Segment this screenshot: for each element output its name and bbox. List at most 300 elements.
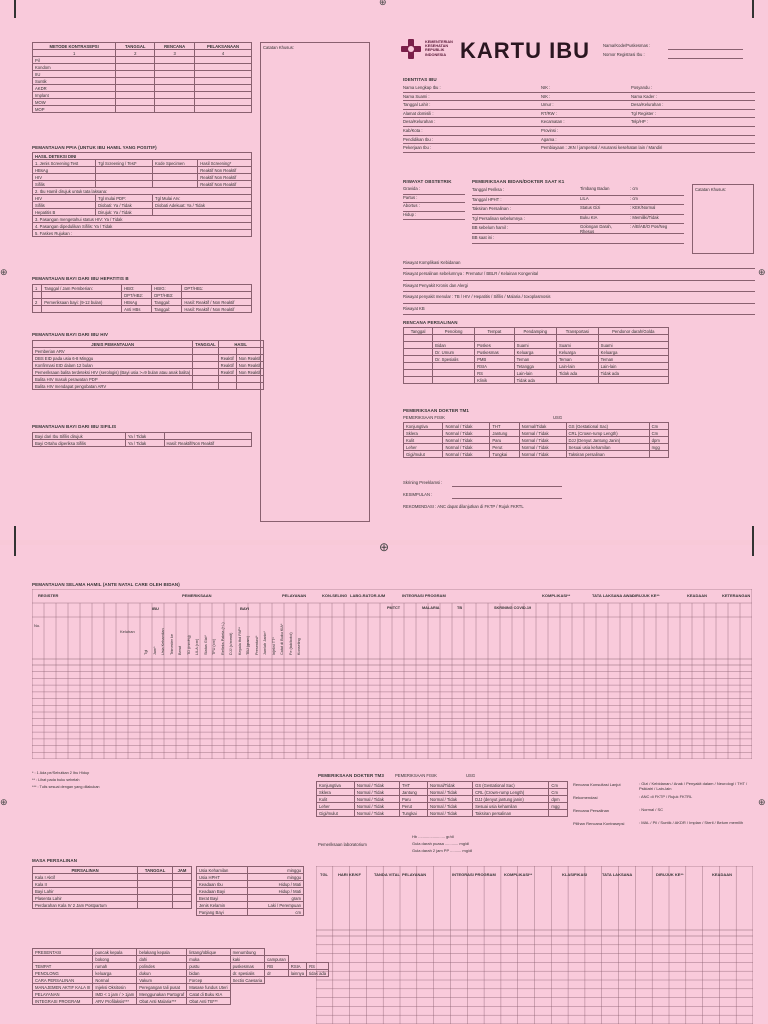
tm1-cell: Jantung [490,430,519,437]
table-row [33,85,252,92]
hiv-result: Reaktif [218,369,236,376]
persalinan-option: Obat Anti Malaria*** [137,998,187,1005]
tm1-cell: Normal / Tidak [443,430,490,437]
table-row [33,956,329,963]
table-cell [173,895,192,902]
tm3-table [316,781,568,817]
col-header: Transportasi [556,328,598,335]
legend-item: ** : Lihat pada buku sebelah [32,778,80,782]
table-cell [138,902,173,909]
hiv-result: Reaktif [218,355,236,362]
persalinan-label: Kala II [33,881,138,888]
persalinan-bottom-label: MANAJEMEN AKTIF KALA III [33,984,93,991]
hiv-result: Reaktif [218,362,236,369]
identitas-label: Desa/Kelurahan : [403,119,436,125]
table-row [197,888,304,895]
table-row [33,902,192,909]
persalinan-option: Masase fundus Uteri [187,984,230,991]
ppia-cell [153,209,252,216]
persalinan-right-label: Usia HPHT [197,874,248,881]
anc-col-header: Kepala thd PAP* [237,626,242,655]
anc-title: PEMANTAUAN SELAMA HAMIL (ANTE NATAL CARE OLEH BIDAN) [32,582,180,587]
table-row [33,369,264,376]
tm3-cell: Taksiran persalinan [473,810,549,817]
kode-label: Nama/Kode/Puskesmas : [603,43,651,48]
bidan-row [472,196,684,206]
tm3-cell: Konjungtiva [317,782,355,789]
rencana-cell: RS [475,370,515,377]
tm3-usg-label: USG [466,773,476,778]
ppia-question: 3. Pasangan mengetahui status HIV: Ya / Tidak [33,216,252,223]
tm3-cell: DJJ (denyut jantung janin) [473,796,549,803]
lab-label: Pemeriksaan laboratorium [318,842,367,847]
hiv-result: Non Reaktif [236,362,263,369]
rencana-cell [514,335,556,342]
tm3-rencana-text: Pilihan Rencana Kontrasepsi [573,821,625,826]
identitas-label: Posyandu : [631,85,652,90]
hiv-result [236,376,263,383]
rencana-cell: Keluarga [514,349,556,356]
rencana-cell: Keluarga [598,349,668,356]
table-cell [116,106,155,113]
identitas-label: Nama Kader : [631,93,657,99]
crop-mark [14,526,16,556]
anc-group-header: PELAYANAN [282,593,307,598]
bidan-label: BB sebelum hamil : [472,225,509,231]
bidan-label: Timbang Badan [580,186,610,191]
table-row [33,299,252,306]
registration-mark-icon: ⊕ [0,267,8,277]
col-header: Penolong [433,328,475,335]
ppia-table [32,152,252,237]
tm3-cell: Normal / Tidak [428,803,473,810]
persalinan-right-value: Hidup / Mati [247,881,303,888]
persalinan-option: polindes [137,963,187,970]
tm3-cell: Leher [317,803,355,810]
tm1-cell: Konjungtiva [404,423,443,430]
rencana-cell: Teman [514,356,556,363]
hiv-item: DBS EID pada usia 6-8 Minggu [33,355,193,362]
identitas-label: Pendidikan Ibu : [403,136,434,142]
persalinan-option: puncak kepala [93,949,137,956]
persalinan-option: belakang kepala [137,949,187,956]
persalinan-option: menumbung [230,949,265,956]
rencana-cell: PMB [475,356,515,363]
table-row [33,376,264,383]
table-row [404,377,669,384]
bidan-label: Status Gizi [580,205,601,211]
table-cell [96,181,153,188]
hep-cell: Pemeriksaan bayi: (9-12 bulan) [42,299,122,306]
bayi-hep-title: PEMANTAUAN BAYI DARI IBU HEPATITIS B [32,276,129,281]
table-row [33,433,252,440]
persalinan-bottom-label: INTEGRASI PROGRAM [33,998,93,1005]
legend [32,771,172,792]
rencana-cell: Teman [556,356,598,363]
identitas-row [403,127,755,136]
persalinan-right-value: cm [247,909,303,916]
persalinan-right-label: Berat Bayi [197,895,248,902]
persalinan-option: RSIA [288,963,306,970]
tm1-cell: Taksiran persalinan [566,451,649,458]
persalinan-right-value: Laki / Perempuan [247,902,303,909]
riwayat-row: Hidup : [403,212,465,221]
garuda-logo-icon [400,38,422,65]
rencana-cell: Lain-lain [514,370,556,377]
persalinan-option: kaki [230,956,265,963]
table-cell [116,71,155,78]
tm1-cell: THT [490,423,519,430]
tm1-cell: Normal / Tidak [443,451,490,458]
ppia-cell: Hepatitis B [33,209,96,216]
tm3-rencana-text: : MAL / Pil / Suntik / AKDR / Implan / Steril / Belum memilih [639,820,744,825]
identitas-label: Agama : [541,136,557,142]
persalinan-option: muka [187,956,230,963]
registration-mark-icon: ⊕ [379,540,390,554]
tm3-cell: mgg [549,803,568,810]
rencana-cell: Dr. Spesialis [433,356,475,363]
col-header: TANGGAL [193,341,218,348]
ppia-title: PEMANTAUAN PPIA (UNTUK IBU HAMIL YANG POSITIF) [32,145,157,150]
table-row [33,984,329,991]
rencana-cell: Tetangga [514,363,556,370]
rencana-cell: Suami [514,342,556,349]
persalinan-option: Sectio Caesaria [230,977,265,984]
identitas-row [403,110,755,119]
bidan-label: : cm [630,186,638,191]
persalinan-option: IMD < 1 jam / > 1jam [93,991,137,998]
table-cell [173,874,192,881]
tm1-cell: Cm [649,423,668,430]
table-cell [138,895,173,902]
reg-label: Nomor Registrasi Ibu : [603,52,645,57]
anc-col-header: Injeksi TT* [271,637,276,655]
anc-col-header: LILA (cm) [195,638,199,655]
catatan-khusus-box[interactable] [260,42,370,522]
rencana-cell [433,377,475,384]
anc-int-header: PMTCT [387,606,401,610]
rencana-cell [404,349,433,356]
tm1-cell: Cm [649,430,668,437]
pnc-col-header: PELAYANAN [402,872,427,877]
persalinan-option: tidak ada [307,970,329,977]
table-row [33,292,252,299]
tm1-cell: Leher [404,444,443,451]
identitas-row [403,118,755,127]
riwayat-title: RIWAYAT OBSTETRIK [403,179,452,184]
identitas-label: Kecamatan : [541,119,565,125]
tm1-cell: Perut [490,444,519,451]
bidan-k1-rows [472,186,684,244]
catatan-khusus-box-2[interactable] [692,184,754,254]
hep-cell [42,306,122,313]
tm3-cell [549,810,568,817]
table-cell [155,85,195,92]
hiv-item: Konfirmasi EID dalam 12 bulan [33,362,193,369]
skrining-label: Skrining Preeklamsi : [403,480,443,485]
riwayat-more-row: Riwayat Komplikasi Kebidanan [403,258,755,269]
identitas-label: Nama Lengkap Ibu : [403,85,441,90]
hiv-result: Non Reaktif [236,355,263,362]
table-row [33,209,252,216]
kontrasepsi-method: MOW [33,99,116,106]
persalinan-right-label: Jenis Kelamin [197,902,248,909]
hep-cell: Tanggal: [152,306,182,313]
anc-col-header: TBJ (gram) [246,636,250,655]
table-cell [153,181,198,188]
ppia-cell: 1. Jenis Screening Test [33,160,96,167]
persalinan-option: dr. spesialis [230,970,265,977]
anc-col-header: Status Gizi* [203,635,208,655]
table-row [33,92,252,99]
table-row [317,782,568,789]
pnc-col-header: HARI KE/KF [338,872,361,877]
col-header: Tanggal [404,328,433,335]
tm3-rencana-row [573,795,753,808]
col-header: PERSALINAN [33,867,138,874]
anc-col-header: Konseling [297,638,301,655]
identitas-rows [403,84,755,153]
riwayat-more [403,258,755,315]
hep-cell: HBO: [122,285,152,292]
persalinan-bottom-table [32,948,329,1005]
tm3-cell: Perut [399,803,427,810]
hiv-item: Balita HIV masuk perawatan PDP [33,376,193,383]
persalinan-bottom-label: CARA PERSALINAN [33,977,93,984]
bidan-row [472,224,684,234]
rencana-cell: Teman [598,356,668,363]
table-cell [155,78,195,85]
hep-cell: Anti HBs [122,306,152,313]
kontrasepsi-method: Kondom [33,64,116,71]
rencana-cell [556,335,598,342]
hiv-result [236,348,263,355]
tm1-cell: Sklera [404,430,443,437]
persalinan-label: Plasenta Lahir [33,895,138,902]
table-cell [193,355,218,362]
tm1-cell: DJJ (Denyut Jantung Janin) [566,437,649,444]
table-row [317,803,568,810]
rencana-cell [433,370,475,377]
hiv-result [218,348,236,355]
table-cell [116,57,155,64]
anc-col-no: No. [34,623,41,628]
persalinan-right-label: Panjang Bayi [197,909,248,916]
table-cell [116,64,155,71]
registration-mark-icon: ⊕ [758,267,766,277]
table-row [33,306,252,313]
bidan-label: : KEK/Normal [630,205,656,211]
anc-col-header: Berat [178,645,182,655]
hep-cell: 2 [33,299,42,306]
test-name: Sifilis [33,181,96,188]
tm1-usg-label: USG [553,415,563,420]
hep-cell [42,292,122,299]
identitas-label: Pekerjaan Ibu : [403,145,432,151]
lab-row: Hb ........................ gr/dl [412,834,454,839]
rencana-cell: Suami [556,342,598,349]
table-row [33,998,329,1005]
table-row [33,285,252,292]
table-cell [155,57,195,64]
persalinan-option: bokong [93,956,137,963]
persalinan-option: lintang/oblique [187,949,230,956]
rencana-cell: Puskesmas [475,349,515,356]
table-row [33,195,252,202]
col-header: JENIS PEMANTAUAN [33,341,193,348]
sifilis-cell [164,433,251,440]
persalinan-option: pustu [187,963,230,970]
persalinan-table [32,866,192,909]
hiv-item: Pemberian ARV [33,348,193,355]
identitas-label: Tanggal Lahir : [403,102,431,108]
tm1-cell [649,451,668,458]
pnc-col-header: DIRUJUK KE** [656,872,684,877]
bidan-label: Taksiran Persalinan : [472,206,511,212]
persalinan-option: Obat Anti TB*** [187,998,230,1005]
col-header: Pendamping [514,328,556,335]
bidan-label: BB saat ini : [472,234,495,240]
table-row [33,970,329,977]
hiv-result: Non Reaktif [236,369,263,376]
tm3-cell: Normal / Tidak [428,789,473,796]
ppia-cell: Diobati Adekuat: Ya / Tidak [153,202,252,209]
identitas-row [403,93,755,102]
persalinan-right-table [196,866,304,916]
identitas-label: NIK : [541,93,551,99]
table-cell [195,99,252,106]
page-title: KARTU IBU [460,38,590,63]
riwayat-row: Partus : [403,195,465,204]
persalinan-label: Perdarahan Kala IV 2 Jam Postpartum [33,902,138,909]
kontrasepsi-table [32,42,252,113]
rencana-cell: Suami [598,342,668,349]
test-result: Reaktif Non Reaktif [198,174,252,181]
table-row [33,949,329,956]
anc-col-header: Trimester ke [169,634,174,655]
persalinan-right-value: minggu [247,867,303,874]
ppia-cell: Diobati: Ya / Tidak [96,202,153,209]
rencana-cell: Poskes [475,342,515,349]
table-row [33,383,264,390]
rencana-cell: Tidak ada [598,370,668,377]
tm3-cell: Kulit [317,796,355,803]
table-cell [195,71,252,78]
pnc-col-header: KOMPLIKASI** [504,872,533,877]
table-row [33,174,252,181]
table-row [197,895,304,902]
table-row [197,874,304,881]
persalinan-bottom-label: PENOLONG [33,970,93,977]
persalinan-label: Kala I Aktif [33,874,138,881]
rencana-table [403,327,669,384]
table-row [33,991,329,998]
bidan-k1-title: PEMERIKSAAN BIDAN/DOKTER SAAT K1 [472,179,565,184]
hiv-result [218,376,236,383]
persalinan-option: dukun [137,970,187,977]
table-cell [195,64,252,71]
tm1-table [403,422,669,458]
hep-cell: HBIG: [152,285,182,292]
persalinan-label: Bayi Lahir [33,888,138,895]
table-row [197,909,304,916]
ministry-label: KEMENTERIAN KESEHATAN REPUBLIK INDONESIA [425,40,453,57]
ppia-cell: Tgl mulai PDP: [96,195,153,202]
tm3-rencana-text: Rencana Persalinan [573,808,610,813]
identitas-label: Nama Suami : [403,93,430,99]
persalinan-option: Normal [93,977,137,984]
hep-cell [33,292,42,299]
tm3-cell: CRL (Crown-rump Length) [473,789,549,796]
anc-group-header: PEMERIKSAAN [182,593,212,598]
table-cell [193,348,218,355]
ppia-question: 4. Pasangan dipedulikan Sifilis: Ya / Tidak [33,223,252,230]
anc-group-header: TATA LAKSANA AWAL [592,593,635,598]
tm1-cell: GS (Gestational Sac) [566,423,649,430]
table-row [33,57,252,64]
bidan-label: Golongan Darah, Rhesus [580,224,612,234]
persalinan-option: dahi [137,956,187,963]
riwayat-more-row: Riwayat Penyakit Kronis dan Alergi [403,281,755,292]
persalinan-right-label: Keadaan Bayi [197,888,248,895]
identitas-label: NIK : [541,85,551,90]
persalinan-option: RB [265,963,289,970]
rekomendasi-label: REKOMENDASI : ANC dapat dilanjutkan di FKTP / Rujuk FKRTL [403,504,524,509]
tm1-cell: Kulit [404,437,443,444]
bayi-hep-table [32,284,252,313]
tm3-rencana-text: Rencana Konsultasi Lanjut [573,782,621,787]
table-cell [173,881,192,888]
persalinan-right-label: Keadaan Ibu [197,881,248,888]
identitas-label: RT/RW : [541,110,557,116]
identitas-row [403,84,755,93]
persalinan-option: dr [265,970,289,977]
table-cell [116,85,155,92]
bidan-row [472,215,684,225]
col-header: Tempat [475,328,515,335]
hep-cell: Tanggal / Jam Pemberian: [42,285,122,292]
hep-cell: HBsAg [122,299,152,306]
test-result: Reaktif Non Reaktif [198,167,252,174]
anc-group-header: KOMPLIKASI** [542,593,571,598]
anc-grid-lines [32,589,752,759]
legend-item: *** : Tulis sesuai dengan yang dilakukan [32,785,100,789]
persalinan-bottom-label: TEMPAT [33,963,93,970]
anc-int-header: TB [457,606,463,610]
pnc-col-header: TANDA VITAL [374,872,400,877]
identitas-label: Umur : [541,102,554,108]
kontrasepsi-method: Pil [33,57,116,64]
table-row [33,888,192,895]
ppia-question: 2. Ibu Hamil dirujuk untuk tata laksana: [33,188,252,195]
tm3-cell: dpm [549,796,568,803]
bidan-label: Buku KIA [580,214,598,220]
pnc-col-header: TATA LAKSANA [602,872,633,877]
table-cell [155,64,195,71]
kontrasepsi-method: MOP [33,106,116,113]
persalinan-right-value: gram [247,895,303,902]
table-cell [195,92,252,99]
bidan-row [472,234,684,244]
hep-cell [182,292,252,299]
tm1-cell: Normal / Tidak [443,437,490,444]
col-header: TANGGAL [138,867,173,874]
riwayat-rows [403,186,465,220]
bayi-hiv-table [32,340,264,390]
rencana-cell [404,370,433,377]
anc-col-header: Usia Kehamilan [161,628,165,655]
ppia-subtitle: HASIL DETEKSI DINI [33,153,252,160]
